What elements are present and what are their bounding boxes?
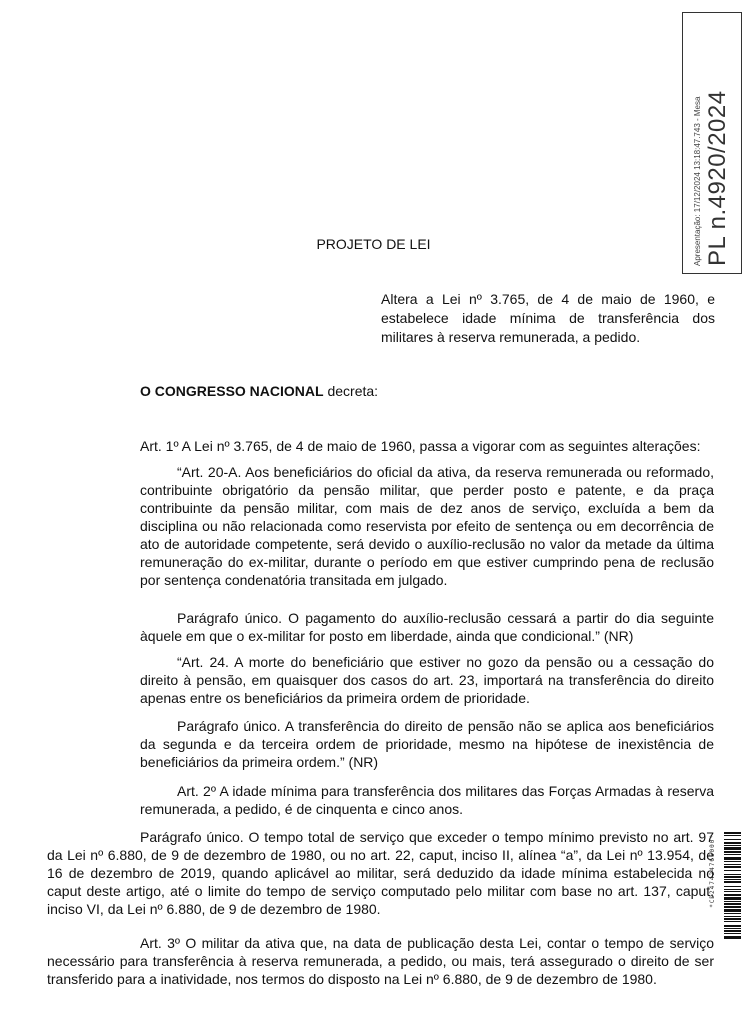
art-24-paragraph: Parágrafo único. A transferência do direito de pensão não se aplica aos beneficiários da segunda e da terceira ordem de prioridade, mesmo na hipótese de inexistência de beneficiários da primeira ordem.” (NR): [140, 718, 714, 770]
barcode-number: *CD247424766000*: [709, 834, 716, 908]
enacting-clause: [140, 383, 378, 399]
barcode-stripe: [724, 939, 741, 940]
protocol-stamp: [682, 12, 742, 274]
art-20a-paragraph: Parágrafo único. O pagamento do auxílio-reclusão cessará a partir do dia seguinte àquele em que o ex-militar for posto em liberdade, ainda que condicional.” (NR): [140, 610, 714, 644]
ementa: Altera a Lei nº 3.765, de 4 de maio de 1960, e estabelece idade mínima de transferência dos militares à reserva remunerada, a pedido.: [381, 291, 715, 345]
art-2-paragraph-text: Parágrafo único. O tempo total de serviço que exceder o tempo mínimo previsto no art. 97 da Lei nº 6.880, de 9 de dezembro de 1980, ou no art. 22, caput, inciso II, alínea “a”, da Lei nº 13.954, de 16 de dezembro de 2019, quando aplicável ao militar, será deduzido da idade mínima estabelecida no caput deste artigo, até o limite do tempo de serviço computado pelo militar com base no art. 137, caput, inciso VI, da Lei nº 6.880, de 9 de dezembro de 1980.: [47, 829, 714, 917]
art-1: Art. 1º A Lei nº 3.765, de 4 de maio de 1960, passa a vigorar com as seguintes alterações:: [140, 438, 701, 454]
art-24: “Art. 24. A morte do beneficiário que estiver no gozo da pensão ou a cessação do direito à pensão, em quaisquer dos casos do art. 23, importará na transferência do direito apenas entre os beneficiários da primeira ordem de prioridade.: [140, 654, 714, 706]
art-3: Art. 3º O militar da ativa que, na data de publicação desta Lei, contar o tempo de serviço necessário para transferência à reserva remunerada, a pedido, ou mais, terá assegurado o direito de ser transferido para a inatividade, nos termos do disposto na Lei nº 6.880, de 9 de dezembro de 1980.: [47, 935, 714, 987]
barcode: [711, 832, 741, 1000]
art-2-paragraph: [47, 828, 714, 918]
art-2: Art. 2º A idade mínima para transferência dos militares das Forças Armadas à reserva remunerada, a pedido, é de cinquenta e cinco anos.: [140, 783, 714, 817]
art-20a: “Art. 20-A. Aos beneficiários do oficial da ativa, da reserva remunerada ou reformado, contribuinte obrigatório da pensão militar, que perder posto e patente, e da praça contribuinte da pensão militar, com mais de dez anos de serviço, excluída a bem da disciplina ou não relacionada como reservista por efeito de sentença ou em decorrência de ato de autoridade competente, será devido o auxílio-reclusão no valor da metade da última remuneração do ex-militar, durante o período em que estiver cumprindo pena de reclusão por sentença condenatória transitada em julgado.: [140, 464, 714, 588]
congress-name: O CONGRESSO NACIONAL: [140, 383, 324, 399]
presentation-date: Apresentação: 17/12/2024 13:18:47.743 - Mesa: [693, 96, 702, 266]
bill-number: PL n.4920/2024: [704, 90, 731, 266]
document-title: PROJETO DE LEI: [316, 236, 431, 252]
decreta-text: decreta:: [323, 383, 379, 399]
